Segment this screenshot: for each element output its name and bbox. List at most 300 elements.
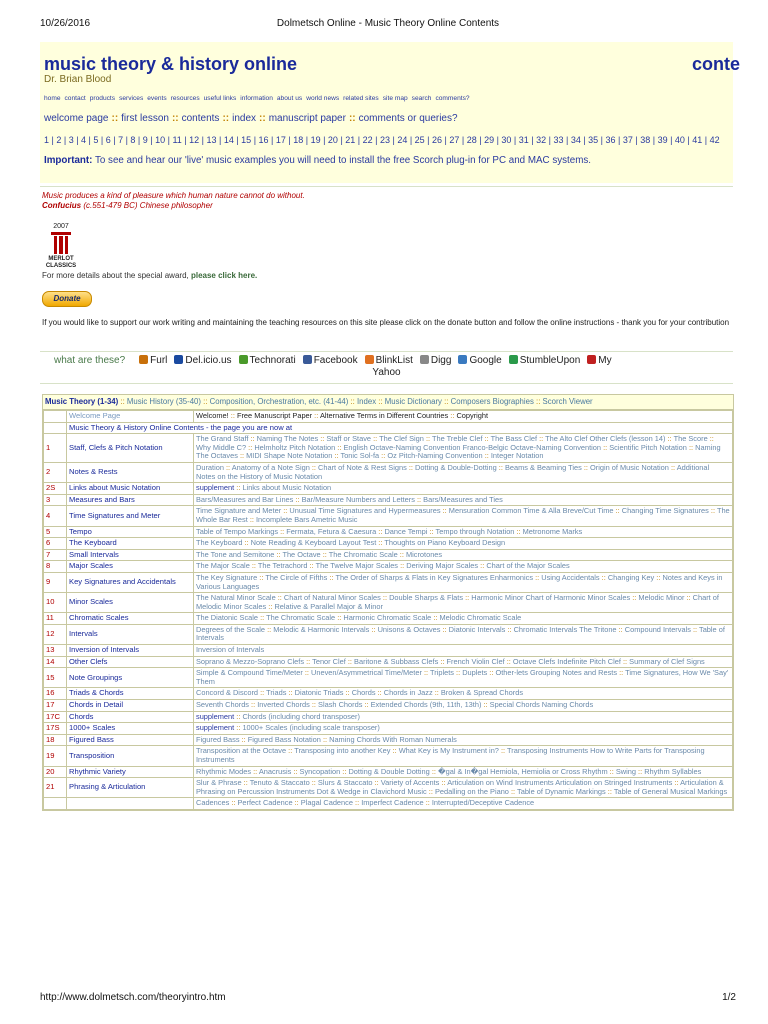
- topic-link[interactable]: Transposing Instruments How to Write Parts for Transposing Instruments: [196, 746, 705, 764]
- separator: ::: [249, 700, 258, 710]
- topic-link[interactable]: Free Manuscript Paper: [236, 411, 313, 420]
- topic-link[interactable]: Slur & Phrase: [196, 778, 242, 788]
- topic-link[interactable]: Melodic & Harmonic Intervals: [273, 624, 370, 634]
- quote-text: Music produces a kind of pleasure which human nature cannot do without.: [42, 191, 305, 200]
- lesson-topics: [194, 778, 733, 798]
- lesson-title-link[interactable]: Key Signatures and Accidentals: [67, 572, 194, 592]
- separator: ::: [496, 462, 505, 472]
- separator: ::: [504, 656, 513, 666]
- table-row: [44, 462, 733, 482]
- topic-link[interactable]: Double Sharps & Flats: [389, 593, 464, 603]
- topic-link[interactable]: The Octave: [282, 549, 321, 559]
- nav2-link-index[interactable]: index: [232, 113, 257, 124]
- separator: ::: [478, 561, 487, 571]
- topic-link[interactable]: The Chromatic Scale: [328, 549, 398, 559]
- topic-link[interactable]: The Clef Sign: [379, 434, 424, 444]
- lesson-title-link[interactable]: 1000+ Scales: [67, 723, 194, 735]
- separator: ::: [684, 593, 693, 603]
- print-date: 10/26/2016: [40, 18, 91, 29]
- separator: ::: [481, 700, 490, 710]
- topic-link[interactable]: Deriving Major Scales: [406, 561, 479, 571]
- lesson-title-link[interactable]: Phrasing & Articulation: [67, 778, 194, 798]
- separator: ::: [258, 688, 267, 698]
- lesson-topics: [194, 700, 733, 712]
- page-number-links[interactable]: 1 | 2 | 3 | 4 | 5 | 6 | 7 | 8 | 9 | 10 | 11 | 12 | 13 | 14 | 15 | 16 | 17 | 18 | 19 | 20 | 21 | 22 | 23 | 24 | 25 | 26 | 27 | 28 | 29 | 30 | 31 | 32 | 33 | 34 | 35 | 36 | 37 | 38 | 39 | 40 | 41 | 42: [44, 135, 720, 145]
- lesson-topics: [194, 798, 733, 810]
- topic-link[interactable]: Incomplete Bars Ametric Music: [255, 514, 358, 524]
- social-blinklist[interactable]: [365, 355, 413, 366]
- topic-link[interactable]: Transposition at the Octave: [196, 746, 287, 756]
- topic-link[interactable]: Syncopation: [299, 766, 341, 776]
- topic-link[interactable]: 1000+ Scales (including scale transposer): [242, 723, 380, 733]
- nav-link-site-map[interactable]: site map: [382, 95, 408, 102]
- topic-link[interactable]: Extended Chords (9th, 11th, 13th): [370, 700, 482, 710]
- separator: ::: [352, 798, 362, 808]
- topic-link[interactable]: Perfect Cadence: [237, 798, 293, 808]
- topic-link[interactable]: Seventh Chords: [196, 700, 249, 710]
- nav-link-information[interactable]: information: [240, 95, 273, 102]
- topic-link[interactable]: Harmonic Minor Chart of Harmonic Minor Scales: [471, 593, 631, 603]
- lesson-number: 4: [44, 506, 67, 526]
- separator: ::: [369, 624, 378, 634]
- topic-link[interactable]: The Twelve Major Scales: [315, 561, 399, 571]
- nav2-link-comments-or-queries-[interactable]: comments or queries?: [358, 113, 458, 124]
- lesson-title-link[interactable]: Transposition: [67, 746, 194, 766]
- topic-link[interactable]: Changing Time Signatures: [621, 506, 709, 516]
- lesson-title-link[interactable]: Small Intervals: [67, 549, 194, 561]
- topic-link[interactable]: Tonic Sol-fa: [340, 451, 380, 461]
- social-google[interactable]: [458, 355, 501, 366]
- topic-link[interactable]: Naming The Notes: [256, 434, 319, 444]
- social-technorati[interactable]: [239, 355, 296, 366]
- separator: ::: [665, 434, 674, 444]
- separator: ::: [376, 526, 385, 536]
- lesson-title-link[interactable]: Chords: [67, 711, 194, 723]
- topic-link[interactable]: What Key is My Instrument in?: [398, 746, 499, 756]
- separator: ::: [707, 434, 714, 444]
- nav-link-useful-links[interactable]: useful links: [203, 95, 237, 102]
- separator: ::: [335, 613, 344, 623]
- separator: ::: [581, 462, 591, 472]
- topic-link[interactable]: supplement: [196, 711, 235, 721]
- lesson-topics: [194, 624, 733, 644]
- lesson-topics: [194, 506, 733, 526]
- tab-scorch-viewer[interactable]: Scorch Viewer: [542, 397, 593, 406]
- topic-link[interactable]: Links about Music Notation: [242, 483, 332, 493]
- separator: ::: [362, 700, 371, 710]
- topic-link[interactable]: Dotting & Double-Dotting: [414, 462, 497, 472]
- separator: ::: [348, 397, 358, 406]
- topic-link[interactable]: The Chromatic Scale: [266, 613, 336, 623]
- site-title[interactable]: music theory & history online: [44, 54, 298, 74]
- topic-link[interactable]: Metronome Marks: [522, 526, 583, 536]
- topic-link[interactable]: Pedalling on the Piano: [434, 786, 509, 796]
- lesson-title-link[interactable]: Triads & Chords: [67, 688, 194, 700]
- nav2-link-first-lesson[interactable]: first lesson: [121, 113, 169, 124]
- topic-link[interactable]: Slash Chords: [318, 700, 363, 710]
- topic-link[interactable]: Inverted Chords: [257, 700, 310, 710]
- social-del-icio-us[interactable]: [174, 355, 231, 366]
- separator: ::: [508, 786, 518, 796]
- separator: ::: [390, 746, 399, 756]
- topic-link[interactable]: Figured Bass Notation: [247, 734, 321, 744]
- separator: ::: [414, 494, 424, 504]
- topic-link[interactable]: The Whole Bar Rest: [196, 506, 730, 524]
- separator: ::: [423, 434, 432, 444]
- social-digg[interactable]: [420, 355, 452, 366]
- nav2-link-welcome-page[interactable]: welcome page: [44, 113, 109, 124]
- topic-link[interactable]: The Major Scale: [196, 561, 250, 571]
- topic-link[interactable]: Plagal Cadence: [300, 798, 353, 808]
- lesson-title-link[interactable]: Figured Bass: [67, 734, 194, 746]
- topic-link[interactable]: Transposing into another Key: [294, 746, 391, 756]
- tab-composers-biographies[interactable]: Composers Biographies: [450, 397, 534, 406]
- topic-link[interactable]: Helmholtz Pitch Notation: [254, 442, 336, 452]
- merlot-award-badge[interactable]: [42, 223, 80, 270]
- nav-link-resources[interactable]: resources: [170, 95, 200, 102]
- topic-link[interactable]: Fermata, Fetura & Caesura: [286, 526, 377, 536]
- separator: ::: [440, 624, 449, 634]
- lesson-title-link[interactable]: Welcome Page: [67, 411, 194, 423]
- separator: ::: [286, 688, 295, 698]
- topic-link[interactable]: Articulation & Phrasing on Percussion Instruments Dot & Wedge in Clavichord Music: [196, 778, 724, 796]
- social-furl[interactable]: [139, 355, 167, 366]
- topic-link[interactable]: Chart of Melodic Minor Scales: [196, 593, 719, 611]
- topic-link[interactable]: Using Accidentals: [541, 572, 600, 582]
- topic-link[interactable]: MIDI Shape Note Notation: [246, 451, 333, 461]
- table-row: [44, 723, 733, 735]
- topic-link[interactable]: �gal & In�gal Hemiola, Hemiolia or Cross Rhythm: [438, 766, 608, 776]
- nav-link-world-news[interactable]: world news: [306, 95, 340, 102]
- social-yahoo-label[interactable]: Yahoo: [372, 367, 401, 378]
- topic-link[interactable]: Bars/Measures and Bar Lines: [196, 494, 294, 504]
- lesson-topics: [194, 561, 733, 573]
- topic-link[interactable]: The Alto Clef Other Clefs (lesson 14): [545, 434, 666, 444]
- separator: ::: [327, 572, 336, 582]
- lesson-title-link[interactable]: Note Groupings: [67, 668, 194, 688]
- topic-link[interactable]: Chords in Jazz: [383, 688, 433, 698]
- social-my[interactable]: [587, 355, 611, 366]
- lesson-number: 2S: [44, 483, 67, 495]
- topic-link[interactable]: The Diatonic Scale: [196, 613, 259, 623]
- lesson-title-link[interactable]: Intervals: [67, 624, 194, 644]
- topic-link[interactable]: Articulation on Wind Instruments Articulation on Stringed Instruments: [447, 778, 673, 788]
- separator: ::: [309, 778, 318, 788]
- topic-link[interactable]: Note Reading & Keyboard Layout Test: [250, 538, 377, 548]
- nav-link-about-us[interactable]: about us: [276, 95, 303, 102]
- separator: ::: [505, 624, 514, 634]
- topic-link[interactable]: Slurs & Staccato: [317, 778, 373, 788]
- table-row: [44, 656, 733, 668]
- table-row: [44, 561, 733, 573]
- lesson-topics: [194, 645, 733, 657]
- separator: ::: [533, 572, 542, 582]
- topic-link[interactable]: Diatonic Intervals: [448, 624, 506, 634]
- social-facebook[interactable]: [303, 355, 358, 366]
- table-row: [44, 688, 733, 700]
- topic-link[interactable]: Why Middle C?: [196, 442, 247, 452]
- topic-link[interactable]: Alternative Terms in Different Countries: [319, 411, 449, 420]
- separator: ::: [514, 526, 523, 536]
- lesson-title-link[interactable]: Chromatic Scales: [67, 613, 194, 625]
- topic-link[interactable]: Simple & Compound Time/Meter: [196, 668, 303, 678]
- lesson-number: 21: [44, 778, 67, 798]
- topic-link[interactable]: Microtones: [405, 549, 443, 559]
- topic-link[interactable]: Uneven/Asymmetrical Time/Meter: [311, 668, 422, 678]
- topic-link[interactable]: Diatonic Triads: [294, 688, 344, 698]
- topic-link[interactable]: Triads: [266, 688, 287, 698]
- separator: ::: [487, 668, 496, 678]
- lesson-title-link[interactable]: Rhythmic Variety: [67, 766, 194, 778]
- lesson-number: 10: [44, 593, 67, 613]
- topic-link[interactable]: Table of Dynamic Markings: [517, 786, 606, 796]
- topic-link[interactable]: Table of General Musical Markings: [613, 786, 728, 796]
- topic-link[interactable]: Additional Notes on the History of Music Notation: [196, 462, 710, 481]
- topic-link[interactable]: The Order of Sharps & Flats in Key Signatures Enharmonics: [335, 572, 534, 582]
- topic-link[interactable]: Melodic Minor: [638, 593, 685, 603]
- lesson-topics: [194, 572, 733, 592]
- topic-link[interactable]: Tenuto & Staccato: [249, 778, 310, 788]
- separator: ::: [259, 113, 266, 124]
- topic-link[interactable]: Notes and Keys in Various Languages: [196, 572, 723, 591]
- lesson-title-link[interactable]: Other Clefs: [67, 656, 194, 668]
- nav-link-search[interactable]: search: [411, 95, 432, 102]
- lesson-title-link[interactable]: Minor Scales: [67, 593, 194, 613]
- quote-attribution: [42, 201, 213, 210]
- lesson-title-link[interactable]: Time Signatures and Meter: [67, 506, 194, 526]
- separator: ::: [429, 766, 439, 776]
- topic-link[interactable]: Chords: [351, 688, 376, 698]
- lesson-topics: [194, 711, 733, 723]
- social-stumbleupon[interactable]: [509, 355, 581, 366]
- separator: ::: [605, 786, 614, 796]
- nav-link-comments-[interactable]: comments?: [435, 95, 470, 102]
- separator: ::: [398, 561, 407, 571]
- tab-index[interactable]: Index: [357, 397, 377, 406]
- topic-link[interactable]: Table of Tempo Markings: [196, 526, 279, 536]
- separator: ::: [607, 766, 616, 776]
- tab-music-dictionary[interactable]: Music Dictionary: [384, 397, 442, 406]
- topic-link[interactable]: English Octave-Naming Convention Franco-Belgic Octave-Naming Convention: [343, 442, 602, 452]
- topic-link[interactable]: The Grand Staff: [196, 434, 249, 444]
- separator: ::: [482, 434, 491, 444]
- topic-link[interactable]: Beams & Beaming Ties: [504, 462, 582, 472]
- tab-music-history-35-40[interactable]: Music History (35-40): [126, 397, 201, 406]
- topic-link[interactable]: Anacrusis: [258, 766, 292, 776]
- separator: ::: [320, 734, 330, 744]
- topic-link[interactable]: Anatomy of a Note Sign: [231, 462, 310, 472]
- topic-link[interactable]: Dance Tempi: [384, 526, 428, 536]
- topic-link[interactable]: Unisons & Octaves: [377, 624, 441, 634]
- nav-link-products[interactable]: products: [89, 95, 116, 102]
- separator: ::: [617, 668, 626, 678]
- facebook-icon: [303, 355, 312, 364]
- topic-link[interactable]: Copyright: [456, 411, 489, 420]
- topic-link[interactable]: The Key Signature: [196, 572, 258, 582]
- divider: [40, 186, 733, 187]
- donate-button[interactable]: Donate: [42, 291, 92, 307]
- topic-link[interactable]: Rhythm Syllables: [644, 766, 702, 776]
- lesson-title-link[interactable]: Major Scales: [67, 561, 194, 573]
- topic-link[interactable]: The Natural Minor Scale: [196, 593, 276, 603]
- topic-link[interactable]: The Treble Clef: [432, 434, 483, 444]
- blinklist-icon: [365, 355, 374, 364]
- topic-link[interactable]: Naming The Octaves: [196, 442, 721, 461]
- lesson-title-link[interactable]: Inversion of Intervals: [67, 645, 194, 657]
- lesson-title-link[interactable]: Links about Music Notation: [67, 483, 194, 495]
- topic-link[interactable]: Welcome!: [196, 411, 229, 420]
- lesson-title-link[interactable]: [67, 798, 194, 810]
- topic-link[interactable]: Degrees of the Scale: [196, 624, 266, 634]
- nav-link-related-sites[interactable]: related sites: [343, 95, 379, 102]
- nav-link-contact[interactable]: contact: [64, 95, 86, 102]
- separator: ::: [601, 442, 610, 452]
- topic-link[interactable]: Chart of Natural Minor Scales: [283, 593, 381, 603]
- topic-link[interactable]: Rhythmic Modes: [196, 766, 252, 776]
- topic-link[interactable]: Interrupted/Deceptive Cadence: [431, 798, 535, 808]
- topic-link[interactable]: Concord & Discord: [196, 688, 259, 698]
- topic-link[interactable]: Thoughts on Piano Keyboard Design: [384, 538, 506, 548]
- secondary-navigation: [44, 113, 458, 124]
- separator: ::: [537, 434, 546, 444]
- topic-link[interactable]: supplement: [196, 723, 235, 733]
- topic-link[interactable]: Octave Clefs Indefinite Pitch Clef: [512, 656, 621, 666]
- topic-link[interactable]: Cadences: [196, 798, 230, 808]
- print-url: http://www.dolmetsch.com/theoryintro.htm: [40, 992, 226, 1003]
- print-header: [40, 18, 736, 29]
- topic-link[interactable]: Chords (including chord transposer): [242, 711, 360, 721]
- separator: ::: [613, 506, 622, 516]
- topic-link[interactable]: Inversion of Intervals: [196, 645, 265, 655]
- topic-link[interactable]: Soprano & Mezzo-Soprano Clefs: [196, 656, 305, 666]
- lesson-topics: [194, 593, 733, 613]
- topic-link[interactable]: Mensuration Common Time & Alla Breve/Cut Time: [448, 506, 614, 516]
- lesson-title-link[interactable]: Measures and Bars: [67, 494, 194, 506]
- separator: ::: [340, 766, 349, 776]
- topic-link[interactable]: Swing: [615, 766, 636, 776]
- topic-link[interactable]: The Tone and Semitone: [196, 549, 275, 559]
- separator: ::: [708, 506, 717, 516]
- topic-link[interactable]: Harmonic Chromatic Scale: [343, 613, 432, 623]
- site-title-right[interactable]: conte: [692, 54, 741, 74]
- separator: ::: [533, 397, 543, 406]
- lesson-title-link[interactable]: Staff, Clefs & Pitch Notation: [67, 434, 194, 463]
- topic-link[interactable]: Integer Notation: [490, 451, 544, 461]
- topic-link[interactable]: Changing Key: [607, 572, 655, 582]
- nav-link-home[interactable]: home: [44, 95, 61, 102]
- separator: ::: [309, 462, 319, 472]
- lesson-topics: [194, 688, 733, 700]
- lesson-number: [44, 411, 67, 423]
- lesson-topics: [194, 746, 733, 766]
- topic-link[interactable]: French Violin Clef: [446, 656, 505, 666]
- lesson-title-link[interactable]: The Keyboard: [67, 538, 194, 550]
- topic-link[interactable]: Chart of the Major Scales: [486, 561, 570, 571]
- topic-link[interactable]: Staff or Stave: [326, 434, 372, 444]
- topic-link[interactable]: Table of Intervals: [196, 624, 725, 643]
- table-row: [44, 422, 733, 434]
- topic-link[interactable]: Summary of Clef Signs: [629, 656, 705, 666]
- nav-link-events[interactable]: events: [147, 95, 167, 102]
- topic-link[interactable]: Time Signatures, How We 'Say' Them: [196, 668, 729, 686]
- lesson-number: [44, 798, 67, 810]
- topic-link[interactable]: Variety of Accents: [380, 778, 440, 788]
- google-icon: [458, 355, 467, 364]
- nav2-link-contents[interactable]: contents: [181, 113, 220, 124]
- topic-link[interactable]: Oz Pitch-Naming Convention: [387, 451, 483, 461]
- tab-music-theory[interactable]: Music Theory (1-34): [45, 397, 119, 406]
- award-label-2: CLASSICS: [45, 263, 77, 269]
- separator: ::: [237, 451, 247, 461]
- topic-link[interactable]: Scientific Pitch Notation: [609, 442, 687, 452]
- topic-link[interactable]: The Circle of Fifths: [265, 572, 328, 582]
- topic-link[interactable]: Imperfect Cadence: [361, 798, 424, 808]
- what-are-these-link[interactable]: what are these?: [54, 355, 126, 366]
- separator: ::: [345, 656, 355, 666]
- top-navigation: [44, 95, 474, 102]
- topic-link[interactable]: The Tetrachord: [257, 561, 308, 571]
- topic-link[interactable]: supplement: [196, 483, 235, 493]
- separator: ::: [440, 506, 449, 516]
- topic-link[interactable]: Special Chords Naming Chords: [489, 700, 594, 710]
- topic-link[interactable]: Duplets: [462, 668, 488, 678]
- table-row: [44, 734, 733, 746]
- topic-link[interactable]: Triplets: [430, 668, 454, 678]
- topic-link[interactable]: Other-lets Grouping Notes and Rests: [495, 668, 618, 678]
- topic-link[interactable]: Chart of Note & Rest Signs: [318, 462, 407, 472]
- topic-link[interactable]: The Score: [673, 434, 708, 444]
- topic-link[interactable]: Duration: [196, 462, 224, 472]
- topic-link[interactable]: The Keyboard: [196, 538, 243, 548]
- topic-link[interactable]: Naming Chords With Roman Numerals: [329, 734, 457, 744]
- topic-link[interactable]: Bars/Measures and Ties: [423, 494, 503, 504]
- table-row: [44, 645, 733, 657]
- topic-link[interactable]: Relative & Parallel Major & Minor: [274, 601, 383, 611]
- topic-link[interactable]: Origin of Music Notation: [590, 462, 669, 472]
- topic-link[interactable]: Baritone & Subbass Clefs: [354, 656, 439, 666]
- separator: ::: [431, 613, 440, 623]
- topic-link[interactable]: Melodic Chromatic Scale: [439, 613, 522, 623]
- topic-link[interactable]: Tempo through Notation: [435, 526, 515, 536]
- topic-link[interactable]: Compound Intervals: [624, 624, 691, 634]
- award-details-link[interactable]: please click here.: [190, 271, 258, 280]
- topic-link[interactable]: The Bass Clef: [490, 434, 538, 444]
- table-row: [44, 624, 733, 644]
- topic-link[interactable]: Figured Bass: [196, 734, 240, 744]
- topic-link[interactable]: Time Signature and Meter: [196, 506, 282, 516]
- topic-link[interactable]: Broken & Spread Chords: [440, 688, 524, 698]
- tab-composition-orchestration-etc-41-44[interactable]: Composition, Orchestration, etc. (41-44): [209, 397, 349, 406]
- topic-link[interactable]: Bar/Measure Numbers and Letters: [301, 494, 415, 504]
- topic-link[interactable]: Dotting & Double Dotting: [348, 766, 430, 776]
- lesson-title-link[interactable]: Notes & Rests: [67, 462, 194, 482]
- nav2-link-manuscript-paper[interactable]: manuscript paper: [268, 113, 346, 124]
- lesson-title-link[interactable]: Chords in Detail: [67, 700, 194, 712]
- lesson-title-link[interactable]: Tempo: [67, 526, 194, 538]
- topic-link[interactable]: Chromatic Intervals The Tritone: [513, 624, 617, 634]
- separator: ::: [247, 514, 256, 524]
- important-label: Important:: [44, 155, 93, 166]
- nav-link-services[interactable]: services: [119, 95, 144, 102]
- separator: ::: [498, 746, 508, 756]
- quote-author: Confucius: [42, 201, 82, 210]
- separator: ::: [423, 798, 432, 808]
- topic-link[interactable]: Tenor Clef: [312, 656, 346, 666]
- social-label: Technorati: [249, 355, 296, 366]
- topic-link[interactable]: Unusual Time Signatures and Hypermeasures: [289, 506, 441, 516]
- separator: ::: [275, 593, 284, 603]
- separator: ::: [343, 688, 352, 698]
